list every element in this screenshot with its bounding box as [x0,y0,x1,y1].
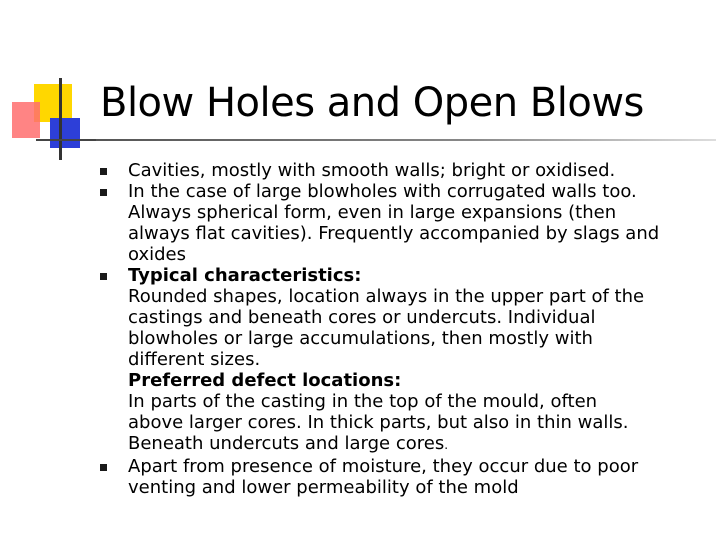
blue-square-decoration [50,118,80,148]
bullet-text-line: blowholes or large accumulations, then mostly with [128,328,593,349]
square-bullet-icon [100,189,107,196]
bullet-text-line: venting and lower permeability of the mold [128,477,519,498]
bullet-text-line: Apart from presence of moisture, they occur due to poor [128,456,639,477]
bullet-text-line: different sizes. [128,349,261,370]
template-logo [0,0,100,170]
slide-title: Blow Holes and Open Blows [100,80,644,126]
bullet-item [96,160,708,181]
bullet-text-line: Rounded shapes, location always in the upper part of the [128,286,645,307]
title-underline [96,139,716,141]
vertical-line-decoration [59,78,62,160]
bullet-item [96,456,708,498]
small-period: . [444,438,449,452]
square-bullet-icon [100,273,107,280]
bullet-text-line [128,433,708,456]
square-bullet-icon [100,464,107,471]
bullet-text-line: oxides [128,244,186,265]
bullet-text-span: Beneath undercuts and large cores [128,433,445,454]
bullet-item [96,181,708,265]
square-bullet-icon [100,168,107,175]
red-square-decoration [12,102,40,138]
bullet-text-line: In parts of the casting in the top of the mould, often [128,391,598,412]
bullet-item [96,265,708,456]
bullet-heading: Typical characteristics: [128,265,362,286]
horizontal-line-decoration [36,139,96,141]
bullet-text-line: In the case of large blowholes with corrugated walls too. [128,181,637,202]
bullet-text-line: always flat cavities). Frequently accompanied by slags and [128,223,660,244]
bullet-text-line: above larger cores. In thick parts, but also in thin walls. [128,412,629,433]
bullet-text-line: castings and beneath cores or undercuts. Individual [128,307,596,328]
bullet-text-line: Cavities, mostly with smooth walls; bright or oxidised. [128,160,616,181]
bullet-list [96,160,708,498]
bullet-text-line: Always spherical form, even in large expansions (then [128,202,617,223]
bullet-heading: Preferred defect locations: [128,370,402,391]
